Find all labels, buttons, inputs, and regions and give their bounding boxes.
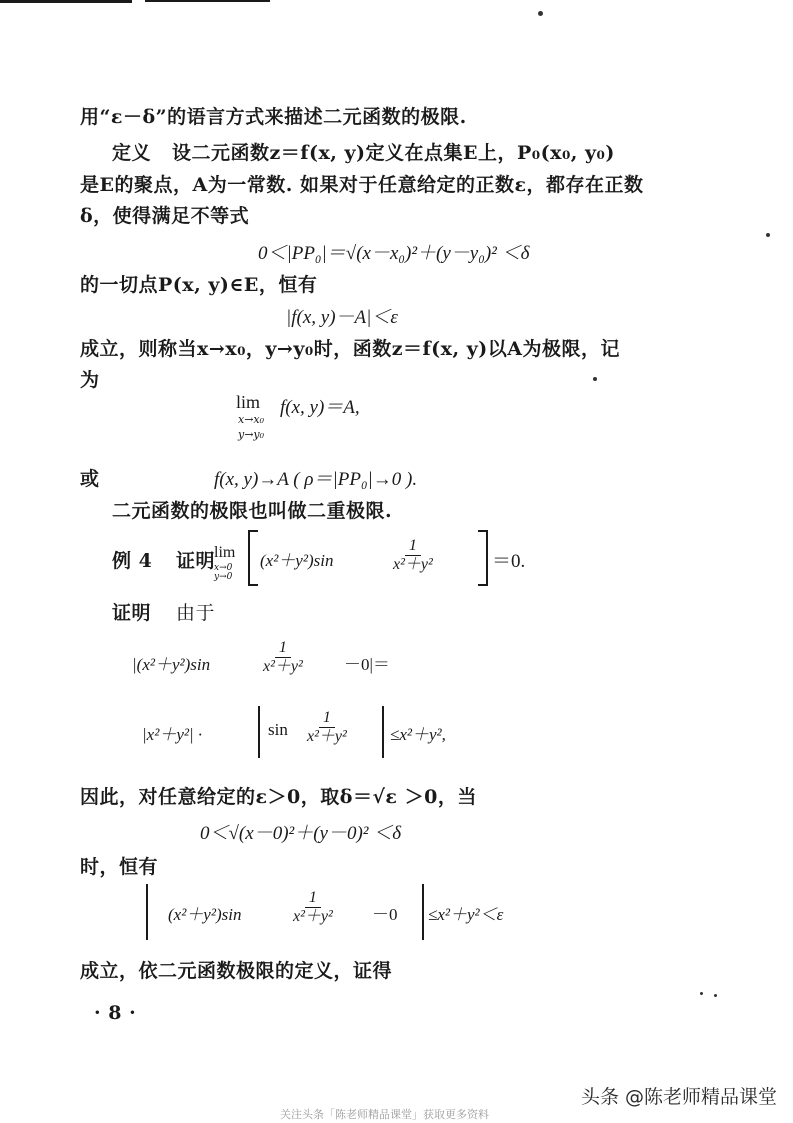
example-fraction	[389, 538, 437, 573]
scan-speck	[538, 11, 543, 16]
inequality-delta: 0＜√(x－0)²＋(y－0)² ＜δ	[200, 823, 402, 844]
proof-hence: 因此，对任意给定的ε＞0，取δ＝√ε ＞0，当	[80, 786, 477, 808]
proof-eq1-fraction	[259, 640, 307, 675]
proof-eq1-right: －0|＝	[344, 655, 390, 674]
fraction-numerator: 1	[405, 538, 421, 556]
abs-bar-right	[382, 706, 384, 758]
scan-speck	[593, 377, 597, 381]
lim-word: lim	[236, 392, 261, 412]
scan-edge-line	[145, 0, 270, 2]
definition-text-5: 成立，则称当x→x₀，y→y₀时，函数z＝f(x, y)以A为极限，记	[80, 338, 621, 360]
double-limit-text: 二元函数的极限也叫做二重极限.	[112, 500, 393, 522]
scan-edge-line	[0, 0, 132, 3]
lim-subscript-x: x→x₀	[238, 413, 265, 426]
fraction-numerator: 1	[319, 710, 335, 728]
right-bracket	[478, 530, 488, 586]
example-label: 例 4	[112, 550, 153, 572]
definition-text-1: 设二元函数z＝f(x, y)定义在点集E上，P₀(x₀, y₀)	[172, 142, 615, 164]
watermark-brand: 头条 @陈老师精品课堂	[580, 1086, 777, 1108]
proof-eq3-fraction	[289, 890, 337, 925]
intro-line: 用“ε－δ”的语言方式来描述二元函数的极限.	[80, 106, 467, 128]
definition-label: 定义	[112, 142, 152, 164]
proof-eq2-fraction	[303, 710, 351, 745]
example-lim-sub-y: y→0	[214, 572, 233, 582]
proof-eq2-left: |x²＋y²| ·	[142, 725, 203, 744]
left-bracket	[248, 530, 258, 586]
proof-equation-1	[132, 638, 432, 686]
definition-text-4: 的一切点P(x, y)∈E，恒有	[80, 274, 318, 296]
inequality-limit: |f(x, y)－A|＜ε	[286, 307, 398, 328]
proof-eq3-left: (x²＋y²)sin	[168, 905, 242, 924]
abs-bar-right	[422, 884, 424, 940]
proof-equation-2	[142, 706, 512, 760]
or-label: 或	[80, 468, 100, 490]
scan-speck	[714, 994, 717, 997]
proof-eq2-sin: sin	[268, 720, 288, 739]
lim-subscript-y: y→y₀	[238, 428, 265, 441]
scan-speck	[766, 233, 770, 237]
or-expression: f(x, y)→A ( ρ＝|PP₀|→0 ).	[214, 469, 418, 490]
definition-text-6: 为	[80, 369, 100, 391]
scan-speck	[700, 992, 703, 995]
proof-end: 成立，依二元函数极限的定义，证得	[80, 960, 393, 982]
proof-label: 证明	[112, 602, 152, 624]
proof-equation-3	[146, 884, 566, 942]
example-formula	[214, 528, 534, 588]
watermark-footer: 关注头条「陈老师精品课堂」获取更多资料	[280, 1108, 489, 1121]
fraction-denominator: x²＋y²	[293, 907, 333, 925]
definition-text-3: δ，使得满足不等式	[80, 205, 250, 227]
fraction-numerator: 1	[275, 640, 291, 658]
fraction-denominator: x²＋y²	[307, 727, 347, 745]
example-prove-word: 证明	[176, 550, 216, 572]
example-expr-left: (x²＋y²)sin	[260, 551, 334, 570]
proof-eq3-right: ≤x²＋y²＜ε	[428, 905, 504, 924]
example-lim-word: lim	[214, 544, 236, 561]
page-number: · 8 ·	[94, 1002, 137, 1024]
proof-since: 由于	[176, 602, 216, 624]
proof-eq1-left: |(x²＋y²)sin	[132, 655, 211, 674]
fraction-denominator: x²＋y²	[263, 657, 303, 675]
proof-eq3-minus: －0	[372, 905, 398, 924]
abs-bar-left	[146, 884, 148, 940]
fraction-denominator: x²＋y²	[393, 555, 433, 573]
lim-expression: f(x, y)＝A,	[280, 397, 360, 418]
inequality-distance: 0＜|PP₀|＝√(x－x₀)²＋(y－y₀)² ＜δ	[258, 243, 530, 264]
abs-bar-left	[258, 706, 260, 758]
definition-text-2: 是E的聚点，A为一常数. 如果对于任意给定的正数ε，都存在正数	[80, 174, 644, 196]
limit-notation	[236, 392, 416, 442]
proof-always: 时，恒有	[80, 856, 159, 878]
example-lim-sub-x: x→0	[214, 563, 233, 573]
proof-eq2-right: ≤x²＋y²,	[390, 725, 446, 744]
example-expr-right: ＝0.	[492, 551, 526, 572]
fraction-numerator: 1	[305, 890, 321, 908]
